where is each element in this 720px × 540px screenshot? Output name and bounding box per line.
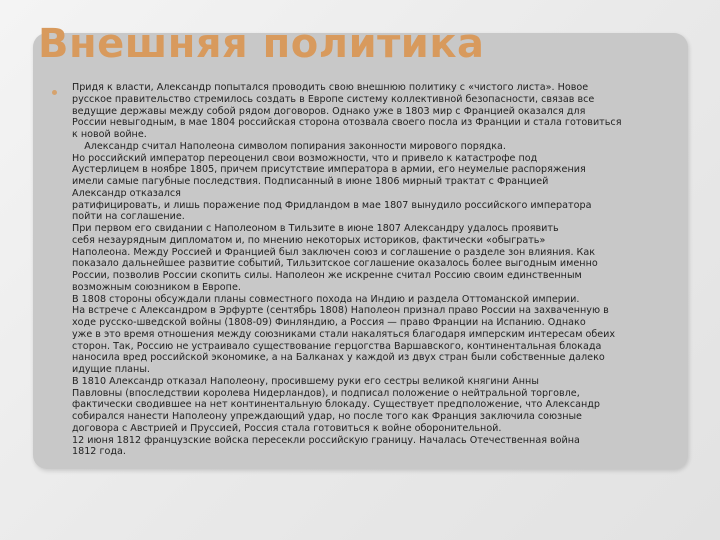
text-line: Наполеона. Между Россией и Францией был заключен союз и соглашение о разделе зон влияния. Как [72,246,596,258]
text-line: Придя к власти, Александр попытался проводить свою внешнюю политику с «чистого листа». Новое [72,82,589,93]
bullet-icon [52,90,57,95]
text-line: России невыгодным, в мае 1804 российская сторона отозвала своего посла из Франции и стала готовиться [72,117,622,129]
text-line: уже в это время отношения между союзниками стали накаляться благодаря имперским интересам обеих [72,328,616,340]
text-line: сторон. Так, Россию не устраивало существование герцогства Варшавского, континентальная блокада [72,340,602,352]
text-line: ходе русско-шведской войны (1808-09) Финляндию, а Россия — право Франции на Испанию. Однако [72,317,586,328]
text-line: показало дальнейшее развитие событий, Тильзитское соглашение оказалось более выгодным именно [72,258,598,270]
text-line: ведущие державы между собой рядом договоров. Однако уже в 1803 мир с Францией оказался для [72,105,586,117]
text-line: русское правительство стремилось создать в Европе систему коллективной безопасности, связав все [72,93,595,105]
text-line: возможным союзником в Европе. [72,281,241,293]
text-line: Павловны (впоследствии королева Нидерландов), и подписал положение о нейтральной торговле, [72,387,580,399]
text-line: В 1808 стороны обсуждали планы совместного похода на Индию и раздела Оттоманской империи. [72,293,580,305]
text-line: ратифицировать, и лишь поражение под Фридландом в мае 1807 вынудило российского императора [72,199,592,211]
text-line: Александр считал Наполеона символом попирания законности мирового порядка. [72,140,506,152]
text-line: Александр отказался [72,187,181,199]
text-line: На встрече с Александром в Эрфурте (сентябрь 1808) Наполеон признал право России на захваченную в [72,305,609,317]
text-line: договора с Австрией и Пруссией, Россия стала готовиться к войне оборонительной. [72,422,502,434]
text-line: Но российский император переоценил свои возможности, что и привело к катастрофе под [72,152,538,164]
body-text [72,82,672,458]
text-line: 1812 года. [72,446,126,458]
text-line: В 1810 Александр отказал Наполеону, просившему руки его сестры великой княгини Анны [72,375,539,387]
text-line: 12 июня 1812 французские войска пересекли российскую границу. Началась Отечественная война [72,434,580,446]
text-line: пойти на соглашение. [72,211,185,223]
text-line: себя незаурядным дипломатом и, по мнению некоторых историков, фактически «обыграть» [72,234,546,246]
slide-title: Внешняя политика [38,21,485,67]
text-line: идущие планы. [72,364,150,375]
text-line: фактически сводившее на нет континентальную блокаду. Существует предположение, что Александр [72,399,600,411]
text-line: к новой войне. [72,129,147,140]
text-line: Аустерлицем в ноябре 1805, причем присутствие императора в армии, его неумелые распоряжения [72,164,586,176]
text-line: России, позволив России скопить силы. Наполеон же искренне считал Россию своим единственным [72,270,582,281]
text-line: собирался нанести Наполеону упреждающий удар, но после того как Франция заключила союзные [72,411,582,422]
text-line: наносила вред российской экономике, а на Балканах у каждой из двух стран были собственные далеко [72,352,605,364]
text-line: При первом его свидании с Наполеоном в Тильзите в июне 1807 Александру удалось проявить [72,223,559,234]
text-line: имели самые пагубные последствия. Подписанный в июне 1806 мирный трактат с Францией [72,176,549,187]
